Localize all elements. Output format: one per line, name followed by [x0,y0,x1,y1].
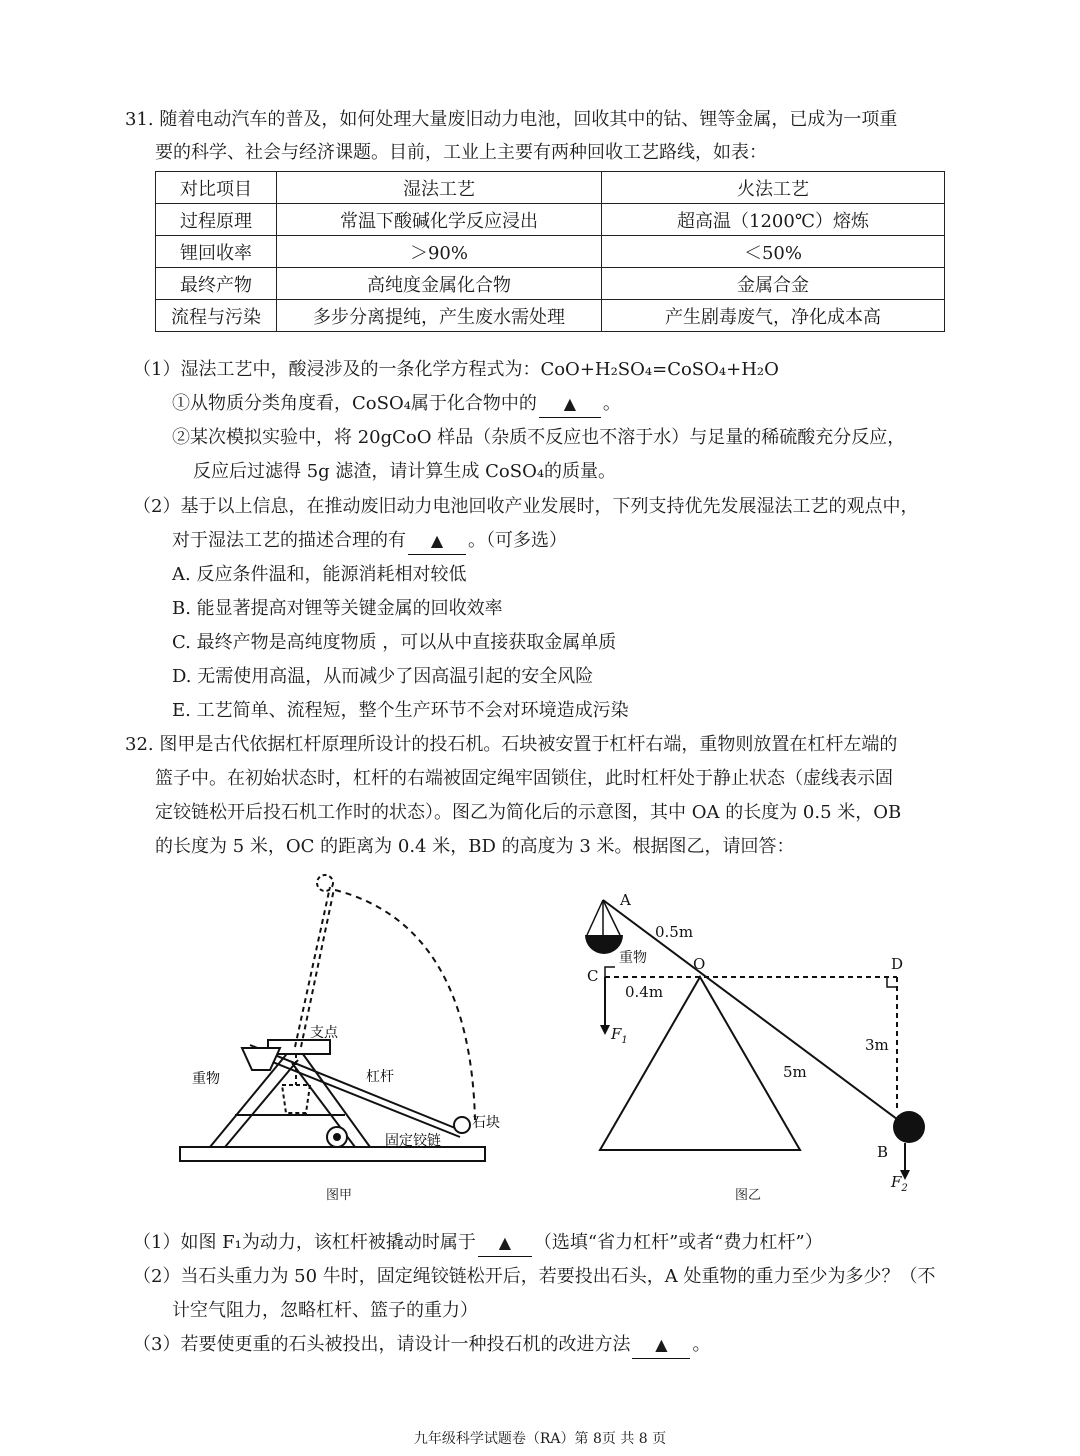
right-angle-c [605,967,615,977]
q32-line-4: 的长度为 5 米，OC 的距离为 0.4 米，BD 的高度为 3 米。根据图乙，请回答： [155,836,795,857]
caption-figure-b: 图乙 [735,1188,762,1203]
table-cell: 最终产物 [156,268,277,300]
q31-part1a [172,391,621,418]
table-row [156,204,945,236]
q32-line-1: 32. 图甲是古代依据杠杆原理所设计的投石机。石块被安置于杠杆右端，重物则放置在杠杆左端的 [125,734,898,755]
blank-mark-icon: ▲ [498,1233,512,1252]
base-plank [180,1147,485,1161]
label-weight: 重物 [619,950,647,966]
counterweight-basket [242,1048,280,1070]
q31-line-2: 要的科学、社会与经济课题。目前，工业上主要有两种回收工艺路线，如表： [155,142,767,163]
f2-arrowhead [900,1170,910,1180]
table-cell: ＞90% [277,236,602,268]
q32-part3-end: 。 [692,1334,711,1355]
q32-line-3: 定铰链松开后投石机工作时的状态）。图乙为简化后的示意图，其中 OA 的长度为 0.5 米，OB [155,802,902,823]
table-row [156,268,945,300]
option-e: E. 工艺简单、流程短，整个生产环节不会对环境造成污染 [172,700,629,721]
table-header-row [156,172,945,204]
table-row [156,236,945,268]
label-lever: 杠杆 [366,1069,394,1085]
q31-line-1: 31. 随着电动汽车的普及，如何处理大量废旧动力电池，回收其中的钴、锂等金属，已成为一项重 [125,109,898,130]
q31-part2-end: 。（可多选） [468,530,567,551]
table-cell: 金属合金 [602,268,945,300]
label-fulcrum: 支点 [310,1025,338,1041]
figure-trebuchet [170,865,500,1170]
stone [454,1117,470,1133]
comparison-table [155,171,945,332]
table-header: 火法工艺 [602,172,945,204]
q31-part2-text: 对于湿法工艺的描述合理的有 [172,530,406,551]
weight-basket [585,935,623,954]
option-a: A. 反应条件温和，能源消耗相对较低 [172,564,467,585]
table-row [156,300,945,332]
answer-blank[interactable] [539,391,601,418]
q32-part3 [133,1332,710,1359]
blank-mark-icon: ▲ [563,394,577,413]
page-footer: 九年级科学试题卷（RA）第 8页 共 8 页 [413,1431,667,1447]
q32-part1-text: （1）如图 F₁为动力，该杠杆被撬动时属于 [133,1232,476,1253]
q32-part1-end: （选填“省力杠杆”或者“费力杠杆”） [533,1232,823,1253]
label-stone: 石块 [472,1115,500,1131]
blank-mark-icon: ▲ [655,1335,668,1354]
answer-blank[interactable] [632,1332,690,1359]
label-len-oa: 0.5m [655,923,694,941]
figure-lever-diagram [575,885,945,1195]
table-header: 湿法工艺 [277,172,602,204]
label-weight: 重物 [192,1071,220,1087]
dashed-lever [301,889,334,1047]
answer-blank[interactable] [408,528,466,555]
hinge-axle [334,1134,340,1140]
label-f2: $F_2$ [891,1173,908,1194]
table-cell: 流程与污染 [156,300,277,332]
caption-figure-a: 图甲 [326,1188,353,1203]
q31-part1: （1）湿法工艺中，酸浸涉及的一条化学方程式为：CoO+H₂SO₄=CoSO₄+H₂O [133,359,779,380]
q31-part2-line1: （2）基于以上信息，在推动废旧动力电池回收产业发展时，下列支持优先发展湿法工艺的观点中， [133,496,919,517]
table-header: 对比项目 [156,172,277,204]
q31-part2-line2 [172,528,567,555]
label-len-oc: 0.4m [625,983,664,1001]
stone-ball [893,1111,925,1143]
label-a: A [620,891,631,909]
option-b: B. 能显著提高对锂等关键金属的回收效率 [172,598,503,619]
q32-part1 [133,1230,823,1257]
q31-part1b-line1: ②某次模拟实验中，将 20gCoO 样品（杂质不反应也不溶于水）与足量的稀硫酸充分反应， [172,427,906,448]
table-cell: 锂回收率 [156,236,277,268]
lever-arm [250,1045,460,1130]
option-d: D. 无需使用高温，从而减少了因高温引起的安全风险 [172,666,594,687]
right-angle-d [887,977,897,987]
option-c: C. 最终产物是高纯度物质 ，可以从中直接获取金属单质 [172,632,617,653]
label-hinge: 固定铰链 [385,1133,441,1149]
table-cell: 常温下酸碱化学反应浸出 [277,204,602,236]
answer-blank[interactable] [478,1230,532,1257]
q31-part1a-end: 。 [602,393,621,414]
dashed-lever [295,887,330,1047]
dashed-arc [335,890,475,1120]
table-cell: 多步分离提纯，产生废水需处理 [277,300,602,332]
table-cell: 过程原理 [156,204,277,236]
q32-part2-line2: 计空气阻力，忽略杠杆、篮子的重力） [172,1300,478,1321]
q32-part2-line1: （2）当石头重力为 50 牛时，固定绳铰链松开后，若要投出石头，A 处重物的重力至少为多少？（不 [133,1266,936,1287]
lever-arm [250,1053,460,1137]
label-len-bd: 3m [865,1036,889,1054]
support-triangle [600,977,800,1150]
q32-part3-text: （3）若要使更重的石头被投出，请设计一种投石机的改进方法 [133,1334,631,1355]
dashed-basket [282,1085,310,1113]
table-cell: 超高温（1200℃）熔炼 [602,204,945,236]
blank-mark-icon: ▲ [430,531,444,550]
q32-line-2: 篮子中。在初始状态时，杠杆的右端被固定绳牢固锁住，此时杠杆处于静止状态（虚线表示固 [155,768,893,789]
label-d: D [891,955,904,973]
label-b: B [877,1143,889,1161]
q31-part1a-text: ①从物质分类角度看，CoSO₄属于化合物中的 [172,393,537,414]
f1-arrowhead [600,1025,610,1035]
table-cell: ＜50% [602,236,945,268]
frame-leg [225,1060,298,1147]
table-cell: 产生剧毒废气，净化成本高 [602,300,945,332]
q31-part1b-line2: 反应后过滤得 5g 滤渣，请计算生成 CoSO₄的质量。 [193,461,617,482]
label-c: C [587,967,599,985]
label-len-ob: 5m [783,1063,807,1081]
basket-rope [587,900,603,935]
label-o: O [693,955,706,973]
label-f1: $F_1$ [611,1025,628,1046]
table-cell: 高纯度金属化合物 [277,268,602,300]
